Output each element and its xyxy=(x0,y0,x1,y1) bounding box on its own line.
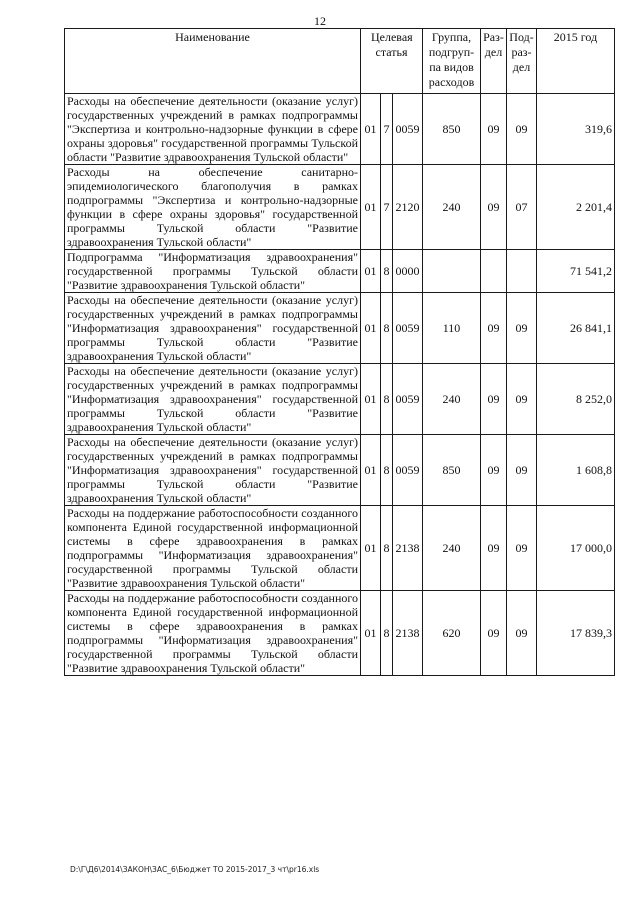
row-amount: 17 839,3 xyxy=(537,591,615,676)
header-group: Группа, подгруп-па видов расходов xyxy=(423,29,481,94)
header-section: Раз-дел xyxy=(481,29,507,94)
row-target-direction: 2138 xyxy=(393,591,423,676)
row-group: 240 xyxy=(423,165,481,250)
row-group: 110 xyxy=(423,293,481,364)
row-amount: 319,6 xyxy=(537,94,615,165)
table-row xyxy=(65,250,615,293)
row-subsection: 09 xyxy=(507,591,537,676)
row-subsection: 09 xyxy=(507,364,537,435)
row-name: Расходы на поддержание работоспособности созданного компонента Единой государственной информационной системы в сфере здравоохранения в рамках подпрограммы "Информатизация здравоохранения" государственной программы Тульской области "Развитие здравоохранения Тульской области" xyxy=(65,591,361,676)
header-year: 2015 год xyxy=(537,29,615,94)
row-target-program: 01 xyxy=(361,94,381,165)
row-name: Расходы на обеспечение деятельности (оказание услуг) государственных учреждений в рамках подпрограммы "Информатизация здравоохранения" государственной программы Тульской области "Развитие здравоохранения Тульской области" xyxy=(65,293,361,364)
header-row xyxy=(65,29,615,94)
row-target-program: 01 xyxy=(361,364,381,435)
row-amount: 8 252,0 xyxy=(537,364,615,435)
table-row xyxy=(65,591,615,676)
row-target-subprogram: 8 xyxy=(381,293,393,364)
row-amount: 71 541,2 xyxy=(537,250,615,293)
row-target-program: 01 xyxy=(361,293,381,364)
row-section: 09 xyxy=(481,293,507,364)
row-group: 850 xyxy=(423,435,481,506)
file-path-footer: D:\Г\Д6\2014\ЗАКОН\ЗАС_6\Бюджет ТО 2015-2017_3 чт\pr16.xls xyxy=(70,865,320,874)
row-section: 09 xyxy=(481,435,507,506)
row-amount: 2 201,4 xyxy=(537,165,615,250)
row-section xyxy=(481,250,507,293)
row-target-direction: 0000 xyxy=(393,250,423,293)
row-section: 09 xyxy=(481,591,507,676)
row-subsection xyxy=(507,250,537,293)
row-name: Расходы на обеспечение санитарно-эпидемиологического благополучия в рамках подпрограммы "Экспертиза и контрольно-надзорные функции в сфере охраны здоровья" государственной программы Тульской области "Развитие здравоохранения Тульской области" xyxy=(65,165,361,250)
row-target-direction: 0059 xyxy=(393,435,423,506)
row-name: Расходы на обеспечение деятельности (оказание услуг) государственных учреждений в рамках подпрограммы "Информатизация здравоохранения" государственной программы Тульской области "Развитие здравоохранения Тульской области" xyxy=(65,435,361,506)
row-section: 09 xyxy=(481,506,507,591)
row-subsection: 09 xyxy=(507,293,537,364)
row-section: 09 xyxy=(481,94,507,165)
table-row xyxy=(65,506,615,591)
row-target-direction: 0059 xyxy=(393,293,423,364)
row-target-subprogram: 8 xyxy=(381,250,393,293)
row-group: 240 xyxy=(423,506,481,591)
row-target-subprogram: 8 xyxy=(381,591,393,676)
row-target-direction: 2138 xyxy=(393,506,423,591)
row-name: Расходы на обеспечение деятельности (оказание услуг) государственных учреждений в рамках подпрограммы "Информатизация здравоохранения" государственной программы Тульской области "Развитие здравоохранения Тульской области" xyxy=(65,364,361,435)
row-target-subprogram: 8 xyxy=(381,364,393,435)
row-target-program: 01 xyxy=(361,591,381,676)
row-target-subprogram: 8 xyxy=(381,506,393,591)
row-group: 240 xyxy=(423,364,481,435)
row-target-program: 01 xyxy=(361,435,381,506)
row-target-program: 01 xyxy=(361,250,381,293)
row-target-program: 01 xyxy=(361,506,381,591)
table-row xyxy=(65,165,615,250)
row-group: 850 xyxy=(423,94,481,165)
row-subsection: 07 xyxy=(507,165,537,250)
row-target-subprogram: 8 xyxy=(381,435,393,506)
row-amount: 17 000,0 xyxy=(537,506,615,591)
row-amount: 1 608,8 xyxy=(537,435,615,506)
row-name: Подпрограмма "Информатизация здравоохранения" государственной программы Тульской области "Развитие здравоохранения Тульской области" xyxy=(65,250,361,293)
row-group xyxy=(423,250,481,293)
row-target-program: 01 xyxy=(361,165,381,250)
row-group: 620 xyxy=(423,591,481,676)
row-section: 09 xyxy=(481,364,507,435)
row-subsection: 09 xyxy=(507,94,537,165)
row-target-direction: 0059 xyxy=(393,94,423,165)
page-number: 12 xyxy=(314,14,326,28)
row-subsection: 09 xyxy=(507,506,537,591)
row-name: Расходы на поддержание работоспособности созданного компонента Единой государственной информационной системы в сфере здравоохранения в рамках подпрограммы "Информатизация здравоохранения" государственной программы Тульской области "Развитие здравоохранения Тульской области" xyxy=(65,506,361,591)
row-target-direction: 0059 xyxy=(393,364,423,435)
table-row xyxy=(65,364,615,435)
header-target: Целевая статья xyxy=(361,29,423,94)
table-row xyxy=(65,293,615,364)
budget-table xyxy=(64,28,615,676)
row-section: 09 xyxy=(481,165,507,250)
row-target-subprogram: 7 xyxy=(381,94,393,165)
header-subsection: Под-раз-дел xyxy=(507,29,537,94)
row-name: Расходы на обеспечение деятельности (оказание услуг) государственных учреждений в рамках подпрограммы "Экспертиза и контрольно-надзорные функции в сфере охраны здоровья" государственной программы Тульской области "Развитие здравоохранения Тульской области" xyxy=(65,94,361,165)
row-subsection: 09 xyxy=(507,435,537,506)
table-row xyxy=(65,435,615,506)
row-target-subprogram: 7 xyxy=(381,165,393,250)
row-target-direction: 2120 xyxy=(393,165,423,250)
row-amount: 26 841,1 xyxy=(537,293,615,364)
table-body xyxy=(65,94,615,676)
header-name: Наименование xyxy=(65,29,361,94)
table-row xyxy=(65,94,615,165)
